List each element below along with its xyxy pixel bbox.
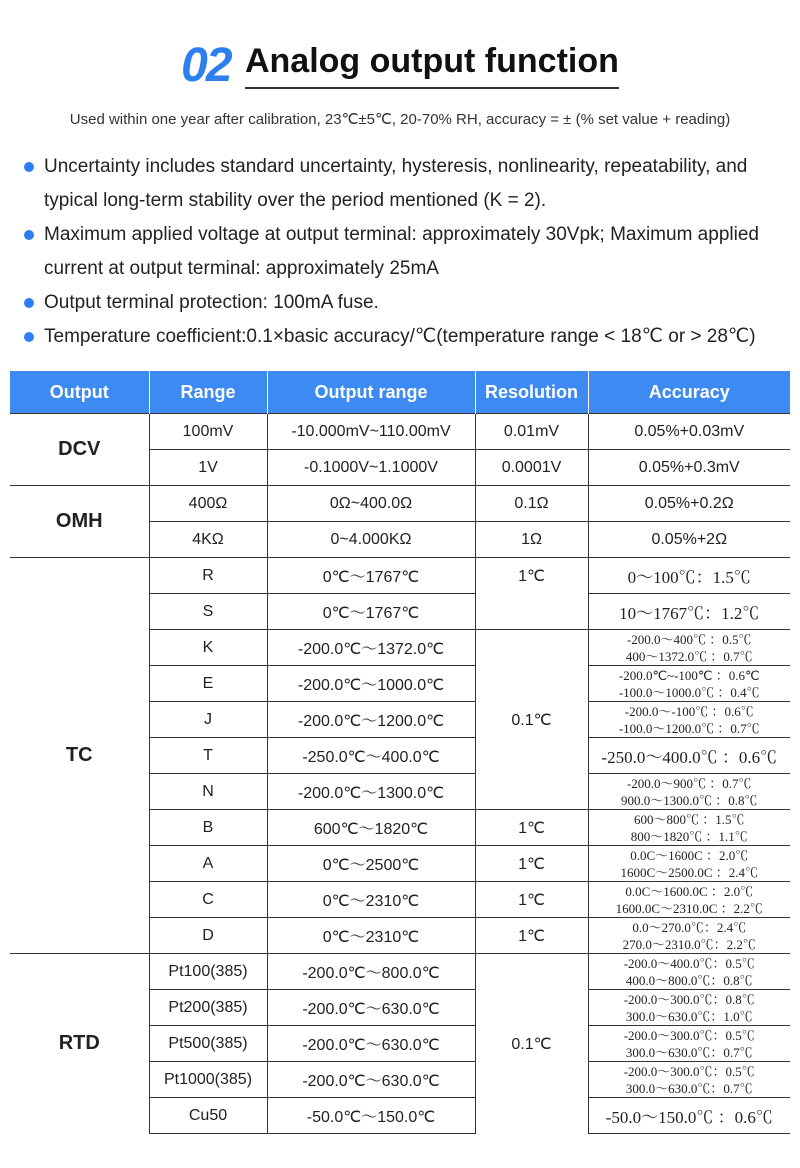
spec-note: Output terminal protection: 100mA fuse.: [22, 286, 792, 320]
accuracy-line: 900.0～1300.0℃ ：0.8℃: [620, 792, 758, 808]
output-range-cell: -200.0℃～800.0℃: [267, 954, 475, 990]
table-row: [10, 558, 790, 594]
accuracy-line: 300.0～630.0℃：1.0℃: [625, 1008, 753, 1024]
accuracy-line: 270.0～2310.0℃：2.2℃: [622, 936, 756, 952]
accuracy-cell: 10～1767℃：1.2℃: [588, 594, 790, 630]
accuracy-cell: [588, 918, 790, 954]
accuracy-cell: [588, 810, 790, 846]
column-header-resolution: Resolution: [475, 371, 588, 414]
range-cell: T: [149, 738, 267, 774]
output-range-cell: -10.000mV~110.00mV: [267, 414, 475, 450]
range-cell: Cu50: [149, 1098, 267, 1134]
resolution-cell: 0.01mV: [475, 414, 588, 450]
accuracy-line: 300.0～630.0℃：0.7℃: [625, 1080, 753, 1096]
accuracy-cell: 0～100℃：1.5℃: [588, 558, 790, 594]
range-cell: K: [149, 630, 267, 666]
column-header-range: Range: [149, 371, 267, 414]
accuracy-line: -200.0～300.0℃：0.8℃: [623, 991, 755, 1007]
range-cell: R: [149, 558, 267, 594]
accuracy-line: -200.0～300.0℃：0.5℃: [623, 1027, 755, 1043]
accuracy-cell: [588, 1026, 790, 1062]
resolution-cell: 0.1℃: [475, 630, 588, 810]
accuracy-cell: [588, 990, 790, 1026]
range-cell: 100mV: [149, 414, 267, 450]
accuracy-cell: [588, 846, 790, 882]
table-row: [10, 954, 790, 990]
output-range-cell: -200.0℃～1200.0℃: [267, 702, 475, 738]
range-cell: 400Ω: [149, 486, 267, 522]
accuracy-cell: 0.05%+0.2Ω: [588, 486, 790, 522]
column-header-output-range: Output range: [267, 371, 475, 414]
range-cell: 4KΩ: [149, 522, 267, 558]
resolution-cell: 1℃: [475, 846, 588, 882]
accuracy-line: 400.0～800.0℃：0.8℃: [625, 972, 753, 988]
resolution-cell: 1℃: [475, 918, 588, 954]
accuracy-line: -200.0～300.0℃：0.5℃: [623, 1063, 755, 1079]
output-range-cell: 0℃～2310℃: [267, 918, 475, 954]
accuracy-cell: -250.0～400.0℃ ：0.6℃: [588, 738, 790, 774]
output-range-cell: 0℃～2310℃: [267, 882, 475, 918]
output-range-cell: 0℃～1767℃: [267, 594, 475, 630]
range-cell: S: [149, 594, 267, 630]
resolution-cell: 0.1Ω: [475, 486, 588, 522]
accuracy-line: -100.0～1200.0℃ ：0.7℃: [618, 720, 760, 736]
range-cell: B: [149, 810, 267, 846]
section-number: 02: [181, 39, 231, 92]
output-range-cell: -200.0℃～1300.0℃: [267, 774, 475, 810]
accuracy-line: 300.0～630.0℃：0.7℃: [625, 1044, 753, 1060]
spec-note: Maximum applied voltage at output terminal: approximately 30Vpk; Maximum applied current at output terminal: approximately 25mA: [22, 218, 792, 286]
group-label-rtd: RTD: [10, 954, 149, 1134]
accuracy-line: 600～800℃ ：1.5℃: [633, 811, 745, 827]
resolution-cell: 0.1℃: [475, 954, 588, 1134]
range-cell: E: [149, 666, 267, 702]
range-cell: N: [149, 774, 267, 810]
page-subtitle: Used within one year after calibration, 23℃±5℃, 20-70% RH, accuracy = ± (% set value + reading): [69, 111, 731, 128]
accuracy-line: 0.0C～1600.0C ：2.0℃: [625, 883, 754, 899]
group-label-dcv: DCV: [10, 414, 149, 486]
accuracy-cell: [588, 666, 790, 702]
accuracy-line: -100.0～1000.0℃ ：0.4℃: [618, 684, 760, 700]
range-cell: A: [149, 846, 267, 882]
table-row: [10, 486, 790, 522]
resolution-cell: 1℃: [475, 558, 588, 630]
table-header-row: [10, 371, 790, 414]
resolution-cell: 1℃: [475, 882, 588, 918]
resolution-cell: 0.0001V: [475, 450, 588, 486]
column-header-output: Output: [10, 371, 149, 414]
accuracy-cell: [588, 630, 790, 666]
accuracy-line: -200.0℃~-100℃ ：0.6℃: [618, 667, 760, 683]
output-range-cell: 0℃～2500℃: [267, 846, 475, 882]
output-range-cell: -200.0℃～630.0℃: [267, 1026, 475, 1062]
accuracy-cell: [588, 954, 790, 990]
accuracy-line: 400～1372.0℃ ：0.7℃: [625, 648, 753, 664]
accuracy-line: 0.0C～1600C ：2.0℃: [630, 847, 749, 863]
output-range-cell: -250.0℃～400.0℃: [267, 738, 475, 774]
accuracy-cell: 0.05%+0.3mV: [588, 450, 790, 486]
group-label-omh: OMH: [10, 486, 149, 558]
range-cell: Pt100(385): [149, 954, 267, 990]
accuracy-cell: -50.0～150.0℃ ：0.6℃: [588, 1098, 790, 1134]
spec-table: [10, 371, 790, 1134]
accuracy-line: 800～1820℃ ：1.1℃: [630, 828, 748, 844]
accuracy-line: -200.0～400.0℃：0.5℃: [623, 955, 755, 971]
output-range-cell: 0Ω~400.0Ω: [267, 486, 475, 522]
range-cell: 1V: [149, 450, 267, 486]
range-cell: Pt1000(385): [149, 1062, 267, 1098]
range-cell: Pt500(385): [149, 1026, 267, 1062]
accuracy-line: -200.0～400℃ ：0.5℃: [626, 631, 752, 647]
range-cell: D: [149, 918, 267, 954]
page-title: Analog output function: [245, 42, 619, 89]
table-row: [10, 414, 790, 450]
output-range-cell: -200.0℃～1000.0℃: [267, 666, 475, 702]
output-range-cell: -200.0℃～630.0℃: [267, 990, 475, 1026]
accuracy-line: 0.0～270.0℃：2.4℃: [632, 919, 747, 935]
page-header: [0, 38, 800, 93]
accuracy-cell: [588, 1062, 790, 1098]
accuracy-line: 1600C～2500.0C ：2.4℃: [620, 864, 759, 880]
output-range-cell: -200.0℃～1372.0℃: [267, 630, 475, 666]
range-cell: C: [149, 882, 267, 918]
accuracy-line: -200.0～900℃ ：0.7℃: [626, 775, 752, 791]
range-cell: J: [149, 702, 267, 738]
output-range-cell: -0.1000V~1.1000V: [267, 450, 475, 486]
spec-note: Temperature coefficient:0.1×basic accuracy/℃(temperature range < 18℃ or > 28℃): [22, 320, 792, 354]
output-range-cell: 0℃～1767℃: [267, 558, 475, 594]
accuracy-cell: 0.05%+0.03mV: [588, 414, 790, 450]
group-label-tc: TC: [10, 558, 149, 954]
resolution-cell: 1Ω: [475, 522, 588, 558]
output-range-cell: 0~4.000KΩ: [267, 522, 475, 558]
spec-note: Uncertainty includes standard uncertainty, hysteresis, nonlinearity, repeatability, and typical long-term stability over the period mentioned (K = 2).: [22, 150, 792, 218]
accuracy-cell: [588, 882, 790, 918]
resolution-cell: 1℃: [475, 810, 588, 846]
output-range-cell: -50.0℃～150.0℃: [267, 1098, 475, 1134]
output-range-cell: -200.0℃～630.0℃: [267, 1062, 475, 1098]
column-header-accuracy: Accuracy: [588, 371, 790, 414]
accuracy-cell: 0.05%+2Ω: [588, 522, 790, 558]
accuracy-cell: [588, 774, 790, 810]
spec-notes-list: [22, 150, 792, 354]
accuracy-cell: [588, 702, 790, 738]
accuracy-line: -200.0～-100℃ ：0.6℃: [624, 703, 754, 719]
range-cell: Pt200(385): [149, 990, 267, 1026]
accuracy-line: 1600.0C～2310.0C ：2.2℃: [615, 900, 763, 916]
output-range-cell: 600℃～1820℃: [267, 810, 475, 846]
